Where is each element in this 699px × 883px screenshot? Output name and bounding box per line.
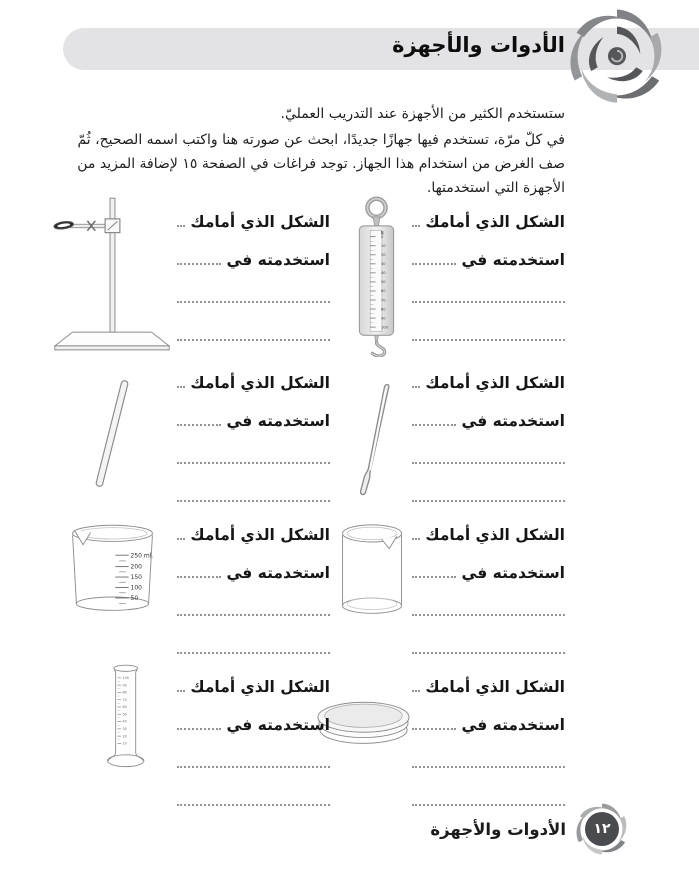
- graduated-cylinder-image: [47, 661, 177, 813]
- used-label: استخدمته في: [226, 251, 330, 270]
- used-label: استخدمته في: [461, 251, 565, 270]
- answer-line: [177, 272, 330, 310]
- answer-line: [177, 471, 330, 509]
- svg-text:30: 30: [122, 727, 128, 732]
- stirring-rod-image: [47, 357, 177, 509]
- answer-block: [177, 357, 330, 509]
- svg-text:250 ml.: 250 ml.: [130, 552, 154, 560]
- equipment-item-retort-stand: [47, 196, 330, 357]
- answer-line: [412, 424, 456, 426]
- svg-text:40: 40: [380, 271, 386, 276]
- shape-label: الشكل الذي أمامك: [190, 213, 330, 232]
- svg-text:80: 80: [380, 307, 386, 312]
- shape-label: الشكل الذي أمامك: [190, 526, 330, 545]
- answer-line: [412, 623, 565, 661]
- svg-text:100: 100: [380, 325, 388, 330]
- answer-block: [412, 509, 565, 661]
- footer-section-label: الأدوات والأجهزة: [430, 819, 566, 839]
- equipment-item-petri-dish: [340, 661, 565, 813]
- spatula-image: [340, 357, 412, 509]
- svg-text:60: 60: [122, 705, 128, 710]
- answer-line: [412, 585, 565, 623]
- swirl-logo-icon: [553, 1, 681, 107]
- graduated-beaker-image: [47, 509, 177, 661]
- answer-line: [177, 386, 185, 388]
- answer-block: [412, 357, 565, 509]
- svg-text:90: 90: [122, 683, 128, 688]
- answer-line: [412, 386, 420, 388]
- equipment-item-beaker: [340, 509, 565, 661]
- shape-label: الشكل الذي أمامك: [425, 213, 565, 232]
- svg-text:10: 10: [380, 244, 386, 249]
- svg-text:0: 0: [380, 234, 384, 239]
- intro-body-text: في كلّ مرّة، تستخدم فيها جهازًا جديدًا، ابحث عن صورته هنا واكتب اسمه الصحيح، ثُمّ صف الغرض من استخدام هذا الجهاز. توجد فراغات في الصفحة ١٥ لإضافة المزيد من الأجهزة التي استخدمتها.: [77, 132, 565, 196]
- answer-line: [412, 433, 565, 471]
- svg-text:20: 20: [122, 734, 128, 739]
- used-label: استخدمته في: [226, 412, 330, 431]
- used-label: استخدمته في: [226, 716, 330, 735]
- svg-text:10: 10: [122, 741, 128, 746]
- equipment-item-spatula: [340, 357, 565, 509]
- svg-text:90: 90: [380, 316, 386, 321]
- answer-line: [177, 585, 330, 623]
- used-label: استخدمته في: [461, 412, 565, 431]
- answer-line: [177, 225, 185, 227]
- svg-text:80: 80: [122, 690, 128, 695]
- answer-line: [412, 737, 565, 775]
- answer-line: [177, 538, 185, 540]
- equipment-item-graduated-beaker: [47, 509, 330, 661]
- intro-lead-line: ستستخدم الكثير من الأجهزة عند التدريب العمليّ.: [280, 106, 565, 122]
- answer-line: [412, 263, 456, 265]
- answer-line: [412, 225, 420, 227]
- svg-text:30: 30: [380, 262, 386, 267]
- answer-line: [177, 737, 330, 775]
- used-label: استخدمته في: [226, 564, 330, 583]
- answer-line: [412, 310, 565, 348]
- svg-text:60: 60: [380, 289, 386, 294]
- svg-text:40: 40: [122, 719, 128, 724]
- shape-label: الشكل الذي أمامك: [190, 678, 330, 697]
- svg-text:70: 70: [380, 298, 386, 303]
- answer-block: [177, 661, 330, 813]
- shape-label: الشكل الذي أمامك: [425, 678, 565, 697]
- svg-text:200: 200: [130, 563, 142, 571]
- answer-line: [177, 576, 221, 578]
- svg-text:150: 150: [130, 574, 142, 582]
- answer-line: [177, 623, 330, 661]
- shape-label: الشكل الذي أمامك: [425, 374, 565, 393]
- beaker-image: [334, 509, 412, 661]
- page-number-badge: [573, 800, 631, 858]
- equipment-item-spring-scale: [340, 196, 565, 357]
- answer-line: [177, 775, 330, 813]
- answer-line: [412, 471, 565, 509]
- svg-text:50: 50: [122, 712, 128, 717]
- used-label: استخدمته في: [461, 716, 565, 735]
- answer-line: [177, 433, 330, 471]
- equipment-item-graduated-cylinder: [47, 661, 330, 813]
- page-number: ١٢: [585, 812, 619, 846]
- answer-line: [412, 272, 565, 310]
- shape-label: الشكل الذي أمامك: [190, 374, 330, 393]
- answer-line: [177, 310, 330, 348]
- answer-line: [177, 728, 221, 730]
- answer-line: [412, 728, 456, 730]
- svg-text:N: N: [380, 230, 384, 236]
- page-title: الأدوات والأجهزة: [392, 33, 565, 57]
- answer-line: [177, 263, 221, 265]
- answer-block: [412, 196, 565, 357]
- answer-block: [177, 196, 330, 357]
- svg-text:20: 20: [380, 253, 386, 258]
- equipment-worksheet-grid: [60, 196, 565, 800]
- svg-text:100: 100: [130, 584, 142, 592]
- answer-block: [177, 509, 330, 661]
- svg-text:50: 50: [130, 595, 139, 603]
- equipment-item-stirring-rod: [47, 357, 330, 509]
- svg-text:100: 100: [122, 676, 130, 681]
- answer-line: [177, 690, 185, 692]
- shape-label: الشكل الذي أمامك: [425, 526, 565, 545]
- svg-text:50: 50: [380, 280, 386, 285]
- answer-line: [412, 690, 420, 692]
- answer-block: [412, 661, 565, 813]
- retort-stand-image: [47, 196, 177, 357]
- intro-paragraph: [58, 102, 565, 200]
- answer-line: [412, 576, 456, 578]
- answer-line: [412, 538, 420, 540]
- used-label: استخدمته في: [461, 564, 565, 583]
- answer-line: [177, 424, 221, 426]
- spring-scale-image: [340, 196, 412, 357]
- svg-text:70: 70: [122, 697, 128, 702]
- page-footer: [430, 800, 631, 858]
